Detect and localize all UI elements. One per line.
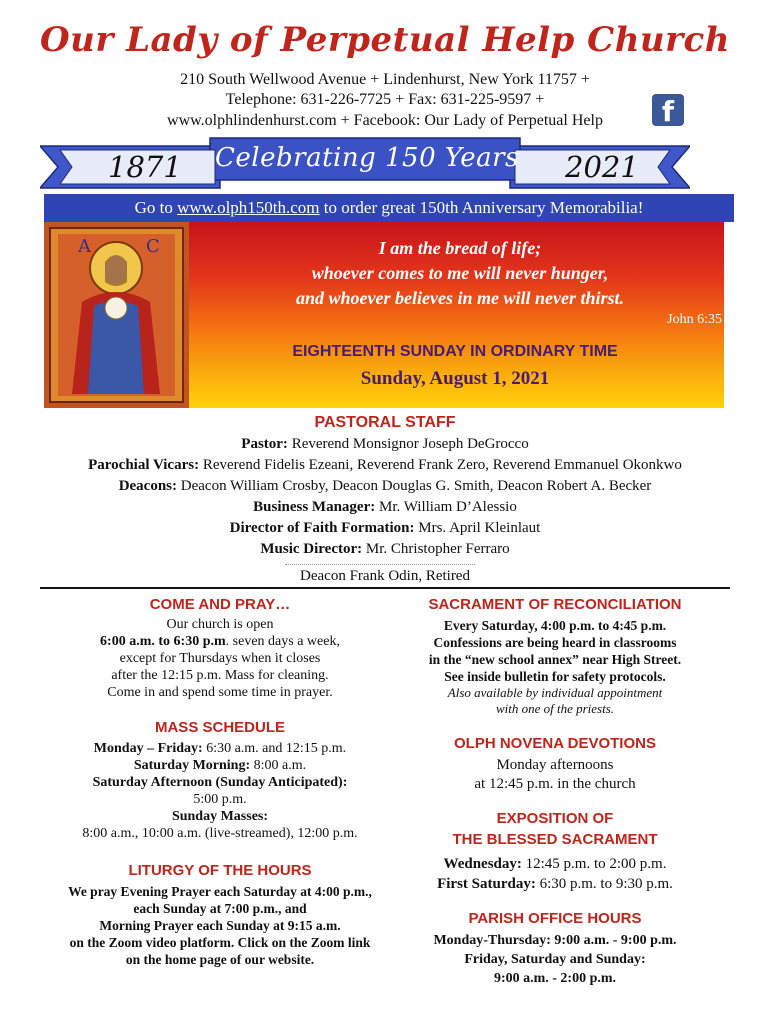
year-end: 2021 (565, 150, 639, 184)
address-line: 210 South Wellwood Avenue + Lindenhurst, New York 11757 + (180, 71, 590, 88)
liturgy-of-hours-heading: LITURGY OF THE HOURS (128, 862, 312, 879)
exposition-text: Wednesday: 12:45 p.m. to 2:00 p.m. First Saturday: 6:30 p.m. to 9:30 p.m. (437, 856, 673, 892)
verse-line-3: and whoever believes in me will never thirst. (296, 288, 624, 308)
church-title: Our Lady of Perpetual Help Church (40, 20, 730, 60)
reconciliation-note: Also available by individual appointment with one of the priests. (447, 685, 663, 716)
verse-line-1: I am the bread of life; (378, 238, 542, 258)
novena-heading: OLPH NOVENA DEVOTIONS (454, 735, 656, 752)
come-and-pray-heading: COME AND PRAY… (149, 596, 291, 613)
office-hours-text: Monday-Thursday: 9:00 a.m. - 9:00 p.m. Friday, Saturday and Sunday: 9:00 a.m. - 2:00 p.m. (433, 933, 677, 986)
memorabilia-strip (44, 194, 734, 222)
mass-schedule-heading: MASS SCHEDULE (154, 719, 285, 736)
reconciliation-text: Every Saturday, 4:00 p.m. to 4:45 p.m. Confessions are being heard in classrooms in the “new school annex” near High Street. See inside bulletin for safety protocols. (428, 618, 682, 684)
staff-retired: Deacon Frank Odin, Retired (300, 568, 470, 584)
exposition-heading: EXPOSITION OF THE BLESSED SACRAMENT (452, 810, 658, 848)
verse-line-2: whoever comes to me will never hunger, (311, 263, 609, 283)
section-rule (40, 587, 730, 589)
liturgy-of-hours-text: We pray Evening Prayer each Saturday at 4:00 p.m., each Sunday at 7:00 p.m., and Morning Prayer each Sunday at 9:15 a.m. on the Zoom video platform. Click on the Zoom link on the home page of our website. (68, 884, 372, 967)
reconciliation-heading: SACRAMENT OF RECONCILIATION (428, 596, 682, 613)
right-column (400, 596, 710, 988)
mass-schedule-text: Monday – Friday: 6:30 a.m. and 12:15 p.m. Saturday Morning: 8:00 a.m. Saturday Afternoon (Sunday Anticipated): 5:00 p.m. Sunday Masses: 8:00 a.m., 10:00 a.m. (live-streamed), 12:00 p.m. (82, 741, 358, 841)
christ-icon-image (44, 222, 189, 408)
web-line[interactable]: www.olphlindenhurst.com + Facebook: Our Lady of Perpetual Help (167, 112, 603, 129)
staff-pastor: Pastor: Reverend Monsignor Joseph DeGrocco (241, 436, 529, 452)
staff-music-director: Music Director: Mr. Christopher Ferraro (260, 541, 510, 557)
svg-text:C: C (146, 236, 160, 257)
left-column (40, 596, 400, 968)
scripture-verse (210, 236, 710, 311)
pastoral-staff-list (0, 434, 770, 560)
facebook-icon[interactable]: f (652, 94, 684, 126)
goto-prefix: Go to (134, 198, 178, 217)
olph150th-link[interactable]: www.olph150th.com (177, 198, 320, 217)
goto-suffix: to order great 150th Anniversary Memorabilia! (319, 198, 644, 217)
liturgical-date: Sunday, August 1, 2021 (360, 368, 550, 389)
staff-business-manager: Business Manager: Mr. William D’Alessio (253, 499, 517, 515)
liturgical-sunday-title: EIGHTEENTH SUNDAY IN ORDINARY TIME (292, 343, 618, 360)
phone-line: Telephone: 631-226-7725 + Fax: 631-225-9597 + (225, 91, 545, 108)
divider (285, 564, 475, 565)
staff-deacons: Deacons: Deacon William Crosby, Deacon Douglas G. Smith, Deacon Robert A. Becker (118, 478, 652, 494)
come-and-pray-text: Our church is open 6:00 a.m. to 6:30 p.m. seven days a week, except for Thursdays when it closes after the 12:15 p.m. Mass for cleaning. Come in and spend some time in prayer. (100, 617, 340, 700)
staff-vicars: Parochial Vicars: Reverend Fidelis Ezeani, Reverend Frank Zero, Reverend Emmanuel Okonkwo (88, 457, 682, 473)
verse-reference: John 6:35 (667, 312, 722, 327)
office-hours-heading: PARISH OFFICE HOURS (468, 910, 642, 927)
year-start: 1871 (108, 150, 182, 184)
novena-text: Monday afternoons at 12:45 p.m. in the church (474, 757, 636, 792)
staff-faith-formation: Director of Faith Formation: Mrs. April Kleinlaut (229, 520, 541, 536)
celebrating-150-years: Celebrating 150 Years (215, 143, 519, 173)
svg-text:A: A (78, 236, 91, 257)
pastoral-staff-heading: PASTORAL STAFF (314, 414, 456, 431)
